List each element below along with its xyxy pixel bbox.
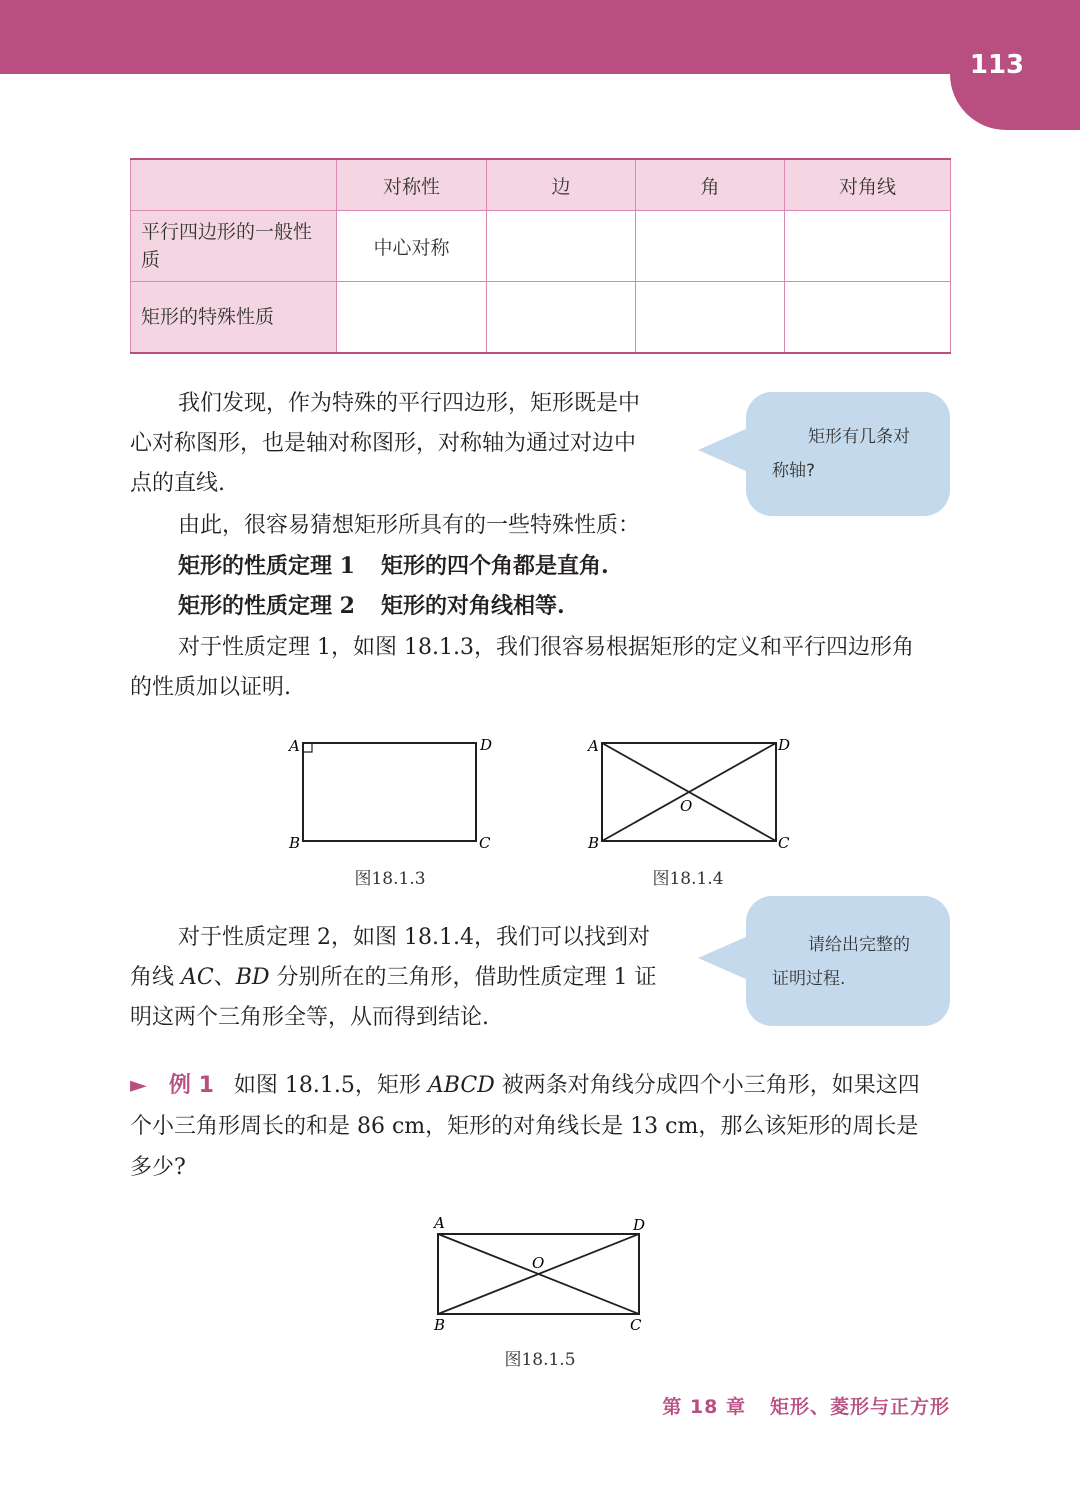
- paragraph-line: 由此，很容易猜想矩形所具有的一些特殊性质：: [178, 513, 641, 538]
- bubble-tail: [698, 428, 748, 472]
- center-label: O: [532, 1254, 545, 1272]
- figure-18-1-4: [580, 730, 810, 860]
- properties-table: [130, 158, 951, 354]
- table-header-row: [131, 159, 951, 211]
- row-label: 平行四边形的一般性质: [131, 211, 337, 282]
- example-line: 多少?: [130, 1155, 186, 1180]
- bubble-text: 称轴?: [772, 461, 816, 481]
- math-abcd: ABCD: [427, 1073, 495, 1098]
- theorem-2: [178, 586, 565, 626]
- example-arrow-icon: ►: [130, 1073, 147, 1098]
- bubble-text: 请给出完整的: [808, 935, 910, 955]
- math-bd: BD: [235, 965, 270, 990]
- paragraph-line: 明这两个三角形全等，从而得到结论.: [130, 1005, 489, 1030]
- figure-18-1-5: [420, 1210, 660, 1335]
- text-span: 被两条对角线分成四个小三角形，如果这四: [494, 1073, 920, 1098]
- table-header-cell: 边: [487, 159, 636, 211]
- text-span: 、: [213, 965, 236, 990]
- page-number: 113: [969, 50, 1025, 80]
- vertex-label: D: [480, 736, 493, 754]
- paragraph-line: 心对称图形，也是轴对称图形，对称轴为通过对边中: [130, 431, 637, 456]
- example-line: [130, 1066, 920, 1106]
- vertex-label: B: [588, 834, 600, 852]
- bubble-text: 证明过程.: [772, 969, 846, 989]
- right-angle-mark: [303, 743, 312, 752]
- paragraph-line: 点的直线.: [130, 471, 225, 496]
- text-span: 如图 18.1.5，矩形: [233, 1073, 428, 1098]
- vertex-label: D: [778, 736, 791, 754]
- row-label: 矩形的特殊性质: [131, 282, 337, 354]
- paragraph-line: 对于性质定理 1，如图 18.1.3，我们很容易根据矩形的定义和平行四边形角: [178, 635, 914, 660]
- figure-caption: 图18.1.3: [354, 869, 426, 889]
- table-header-cell: 对称性: [337, 159, 487, 211]
- table-row: [131, 211, 951, 282]
- vertex-label: A: [588, 737, 599, 755]
- paragraph-line: 对于性质定理 2，如图 18.1.4，我们可以找到对: [178, 925, 650, 950]
- theorem-label: 矩形的性质定理 1: [178, 553, 355, 579]
- text-span: 角线: [130, 965, 181, 990]
- table-header-cell: [131, 159, 337, 211]
- table-cell: [785, 211, 951, 282]
- hint-bubble: [746, 392, 950, 516]
- paragraph-line: [130, 958, 657, 998]
- table-header-cell: 对角线: [785, 159, 951, 211]
- table-cell: 中心对称: [337, 211, 487, 282]
- vertex-label: C: [778, 834, 790, 852]
- table-cell: [636, 211, 785, 282]
- paragraph-line: 我们发现，作为特殊的平行四边形，矩形既是中: [178, 391, 641, 416]
- theorem-label: 矩形的性质定理 2: [178, 593, 355, 619]
- example-label: 例 1: [168, 1073, 214, 1098]
- vertex-label: B: [289, 834, 301, 852]
- table-row: [131, 282, 951, 354]
- vertex-label: D: [633, 1216, 646, 1234]
- chapter-title: 矩形、菱形与正方形: [769, 1396, 950, 1418]
- bubble-tail: [698, 936, 748, 980]
- figure-18-1-3: [280, 730, 510, 860]
- paragraph-line: 的性质加以证明.: [130, 675, 291, 700]
- table-cell: [487, 211, 636, 282]
- theorem-text: 矩形的对角线相等.: [380, 593, 565, 619]
- chapter-footer: [662, 1392, 950, 1419]
- vertex-label: A: [434, 1214, 445, 1232]
- table-header-cell: 角: [636, 159, 785, 211]
- chapter-number: 第 18 章: [662, 1396, 746, 1418]
- vertex-label: C: [630, 1316, 642, 1334]
- table-cell: [785, 282, 951, 354]
- vertex-label: C: [479, 834, 491, 852]
- center-label: O: [680, 797, 693, 815]
- theorem-1: [178, 546, 609, 586]
- figure-caption: 图18.1.4: [652, 869, 724, 889]
- theorem-text: 矩形的四个角都是直角.: [380, 553, 609, 579]
- figure-caption: 图18.1.5: [504, 1350, 576, 1370]
- bubble-text: 矩形有几条对: [808, 427, 910, 447]
- hint-bubble: [746, 896, 950, 1026]
- math-ac: AC: [181, 965, 214, 990]
- vertex-label: B: [434, 1316, 446, 1334]
- table-cell: [636, 282, 785, 354]
- text-span: 分别所在的三角形，借助性质定理 1 证: [269, 965, 657, 990]
- header-bar: [0, 0, 1080, 74]
- rectangle-shape: [303, 743, 476, 841]
- table-cell: [337, 282, 487, 354]
- vertex-label: A: [289, 737, 300, 755]
- table-cell: [487, 282, 636, 354]
- example-line: 个小三角形周长的和是 86 cm，矩形的对角线长是 13 cm，那么该矩形的周长是: [130, 1114, 919, 1139]
